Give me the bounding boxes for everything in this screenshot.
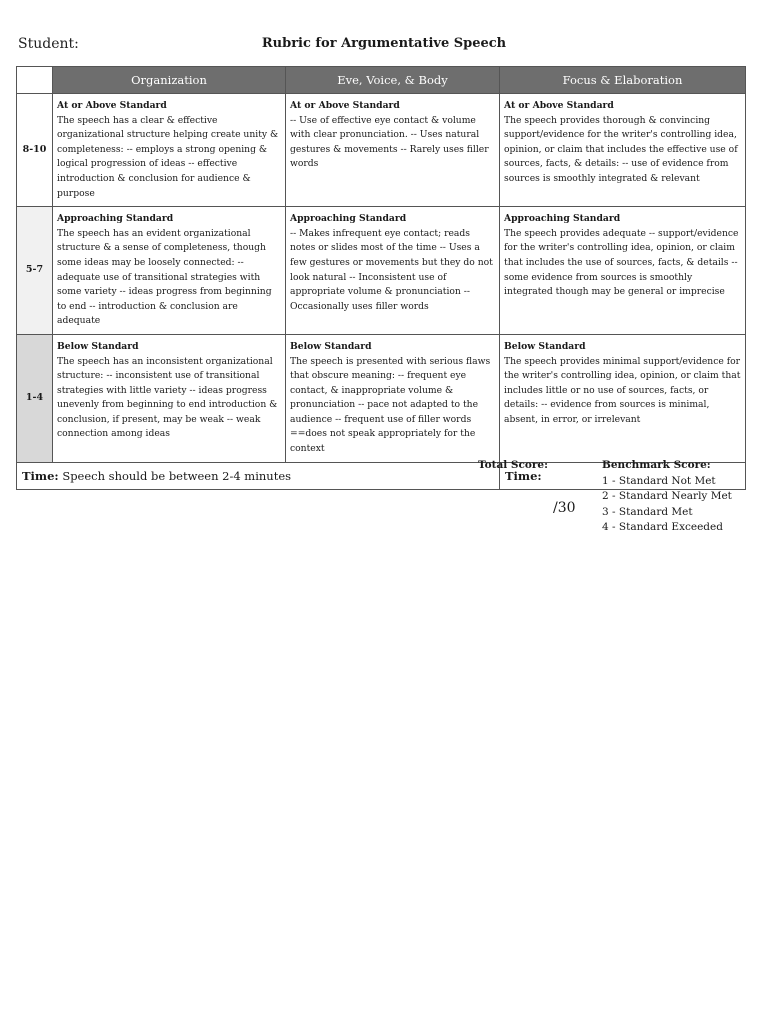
rubric-table [16, 66, 746, 490]
rubric-cell [500, 334, 746, 462]
benchmark-item: 3 - Standard Met [602, 505, 693, 518]
criteria-text: -- Use of effective eye contact & volume with clear pronunciation. -- Uses natural gestures & movements -- Rarely uses filler words [290, 114, 489, 170]
criteria-text: The speech has a clear & effective organizational structure helping create unity & completeness: -- employs a strong opening & logical progression of ideas -- effective introduction & conclusion for audience & purpose [57, 114, 279, 199]
score-range: 5-7 [17, 207, 53, 335]
rubric-cell [286, 334, 500, 462]
rubric-header-row [17, 67, 746, 94]
benchmark-item: 1 - Standard Not Met [602, 474, 716, 487]
criteria-text: The speech has an evident organizational structure & a sense of completeness, though some ideas may be loosely connected: -- adequate use of transitional strategies with some variety -- ideas progress from beginning to end -- introduction & conclusion are adequate [57, 227, 272, 327]
level-label: Approaching Standard [290, 213, 407, 225]
level-label: Below Standard [504, 340, 586, 352]
level-label: At or Above Standard [290, 100, 400, 111]
rubric-cell [500, 94, 746, 207]
criteria-text: -- Makes infrequent eye contact; reads notes or slides most of the time -- Uses a few gestures or movements but they do not look natural -- Inconsistent use of appropriate volume & pronunciation -- Occasionally uses filler words [290, 227, 493, 312]
rubric-row-1-4 [17, 334, 746, 462]
column-header-organization: Organization [53, 67, 286, 94]
rubric-cell [53, 94, 286, 207]
rubric-cell [500, 207, 746, 335]
level-label: Approaching Standard [504, 213, 621, 225]
level-label: Approaching Standard [57, 213, 174, 225]
benchmark-title: Benchmark Score: [602, 459, 711, 471]
benchmark-legend [602, 458, 732, 536]
score-range: 8-10 [17, 94, 53, 207]
level-label: Below Standard [57, 340, 139, 352]
criteria-text: The speech provides thorough & convincing support/evidence for the writer's controlling idea, opinion, or claim that includes the effective use of sources, facts, & details: -- use of evidence from sources is smoothly integrated & relevant [504, 114, 738, 184]
level-label: At or Above Standard [504, 100, 614, 111]
rubric-cell [286, 94, 500, 207]
rubric-row-8-10 [17, 94, 746, 207]
criteria-text: The speech provides minimal support/evidence for the writer's controlling idea, opinion, or claim that includes little or no use of sources, facts, or details: -- evidence from sources is minimal, absent, in error, or irrelevant [504, 355, 741, 425]
score-range: 1-4 [17, 334, 53, 462]
rubric-row-5-7 [17, 207, 746, 335]
time-label: Time: [22, 468, 59, 483]
rubric-cell [53, 334, 286, 462]
time-requirement-text: Speech should be between 2-4 minutes [62, 468, 292, 483]
rubric-corner-cell [17, 67, 53, 94]
level-label: At or Above Standard [57, 100, 167, 111]
column-header-focus-elaboration: Focus & Elaboration [500, 67, 746, 94]
page-title: Rubric for Argumentative Speech [261, 36, 507, 51]
criteria-text: The speech is presented with serious flaws that obscure meaning: -- frequent eye contact, & inappropriate volume & pronunciation -- pace not adapted to the audience -- frequent use of filler words ==does not speak appropriately for the context [290, 355, 491, 455]
student-label: Student: [18, 36, 79, 52]
rubric-cell [286, 207, 500, 335]
column-header-eye-voice-body: Eve, Voice, & Body [286, 67, 500, 94]
level-label: Below Standard [290, 340, 372, 352]
benchmark-item: 4 - Standard Exceeded [602, 521, 723, 534]
time-requirement-cell [17, 462, 500, 490]
total-score-label: Total Score: [478, 459, 548, 471]
rubric-cell [53, 207, 286, 335]
total-score-max: /30 [553, 500, 576, 516]
criteria-text: The speech provides adequate -- support/evidence for the writer's controlling idea, opinion, or claim that includes the use of sources, facts, & details -- some evidence from sources is smoothly integrated though may be general or imprecise [504, 227, 739, 298]
criteria-text: The speech has an inconsistent organizational structure: -- inconsistent use of transitional strategies with little variety -- ideas progress unevenly from beginning to end introduction & conclusion, if present, may be weak -- weak connection among ideas [57, 355, 278, 440]
benchmark-item: 2 - Standard Nearly Met [602, 490, 732, 503]
time-entry-label: Time: [505, 468, 542, 483]
